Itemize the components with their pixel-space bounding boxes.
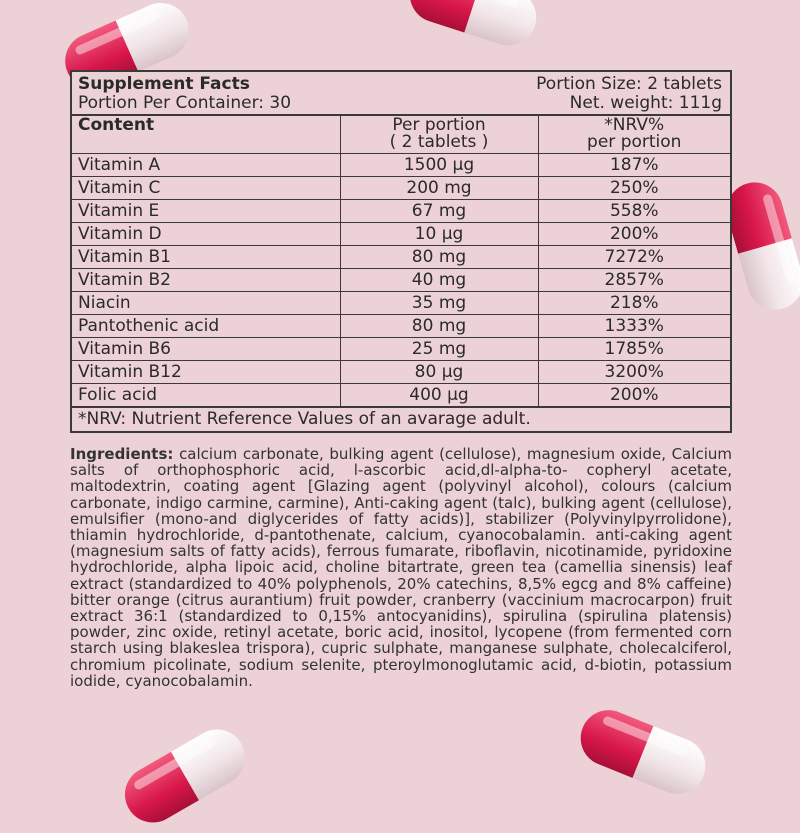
ingredients-label: Ingredients: (70, 445, 174, 463)
capsule-pill-icon (720, 176, 800, 316)
column-header-per-portion: Per portion ( 2 tablets ) (340, 116, 538, 154)
nutrient-nrv: 2857% (538, 269, 730, 292)
table-row (72, 338, 730, 361)
nutrient-nrv: 250% (538, 177, 730, 200)
nutrient-amount: 80 µg (340, 361, 538, 384)
table-row (72, 292, 730, 315)
column-header-nrv: *NRV% per portion (538, 116, 730, 154)
nutrient-amount: 35 mg (340, 292, 538, 315)
nutrient-nrv: 218% (538, 292, 730, 315)
nutrient-amount: 400 µg (340, 384, 538, 407)
nutrient-nrv: 187% (538, 154, 730, 177)
nutrient-amount: 40 mg (340, 269, 538, 292)
nutrient-amount: 25 mg (340, 338, 538, 361)
table-header-row (72, 116, 730, 154)
nutrient-name: Vitamin B12 (72, 361, 340, 384)
nutrient-nrv: 200% (538, 223, 730, 246)
portion-per-container: Portion Per Container: 30 (78, 93, 292, 113)
nutrient-nrv: 200% (538, 384, 730, 407)
nrv-footnote: *NRV: Nutrient Reference Values of an avarage adult. (72, 407, 730, 430)
capsule-pill-icon (115, 719, 256, 832)
nutrient-amount: 1500 µg (340, 154, 538, 177)
supplement-facts-panel (70, 70, 732, 433)
nutrient-name: Vitamin E (72, 200, 340, 223)
nutrient-amount: 10 µg (340, 223, 538, 246)
table-row (72, 361, 730, 384)
nutrient-table (72, 116, 730, 407)
nutrient-nrv: 1333% (538, 315, 730, 338)
table-row (72, 315, 730, 338)
nutrient-name: Vitamin A (72, 154, 340, 177)
nutrient-nrv: 7272% (538, 246, 730, 269)
nutrient-name: Vitamin C (72, 177, 340, 200)
table-row (72, 154, 730, 177)
ingredients-paragraph (70, 446, 732, 689)
nutrient-name: Pantothenic acid (72, 315, 340, 338)
nutrient-amount: 67 mg (340, 200, 538, 223)
nutrient-nrv: 3200% (538, 361, 730, 384)
nutrient-nrv: 558% (538, 200, 730, 223)
table-row (72, 223, 730, 246)
column-header-content: Content (72, 116, 340, 154)
nutrient-nrv: 1785% (538, 338, 730, 361)
nutrient-amount: 80 mg (340, 246, 538, 269)
nutrient-amount: 200 mg (340, 177, 538, 200)
capsule-pill-icon (403, 0, 544, 53)
table-row (72, 384, 730, 407)
nutrient-amount: 80 mg (340, 315, 538, 338)
capsule-pill-icon (572, 702, 714, 803)
nutrient-name: Vitamin B2 (72, 269, 340, 292)
ingredients-text: calcium carbonate, bulking agent (cellulose), magnesium oxide, Calcium salts of orthophosphoric acid, l-ascorbic acid,dl-alpha-to- copheryl acetate, maltodextrin, coating agent [Glazing agent (polyvinyl alcohol), colours (calcium carbonate, indigo carmine, carmine), Anti-caking agent (talc), bulking agent (cellulose), emulsifier (mono-and diglycerides of fatty acids)], stabilizer (Polyvinylpyrrolidone), thiamin hydrochloride, d-pantothenate, calcium, cyanocobalamin. anti-caking agent (magnesium salts of fatty acids), ferrous fumarate, riboflavin, nicotinamide, pyridoxine hydrochloride, alpha lipoic acid, choline bitartrate, green tea (camellia sinensis) leaf extract (standardized to 40% polyphenols, 20% catechins, 8,5% egcg and 8% caffeine) bitter orange (citrus aurantium) fruit powder, cranberry (vaccinium macrocarpon) fruit extract 36:1 (standardized to 0,15% antocyanidins), spirulina (spirulina platensis) powder, zinc oxide, retinyl acetate, boric acid, inositol, lycopene (from fermented corn starch using blakeslea trispora), cupric sulphate, manganese sulphate, cholecalciferol, chromium picolinate, sodium selenite, pteroylmonoglutamic acid, d-biotin, potassium iodide, cyanocobalamin. (70, 445, 732, 690)
nutrient-name: Vitamin D (72, 223, 340, 246)
nutrient-name: Vitamin B1 (72, 246, 340, 269)
nutrient-name: Folic acid (72, 384, 340, 407)
facts-title: Supplement Facts (78, 74, 250, 94)
nutrient-name: Niacin (72, 292, 340, 315)
table-row (72, 246, 730, 269)
table-row (72, 200, 730, 223)
table-row (72, 269, 730, 292)
table-row (72, 177, 730, 200)
facts-header (72, 72, 730, 116)
nutrient-name: Vitamin B6 (72, 338, 340, 361)
portion-size: Portion Size: 2 tablets (536, 74, 722, 94)
net-weight: Net. weight: 111g (569, 93, 722, 113)
